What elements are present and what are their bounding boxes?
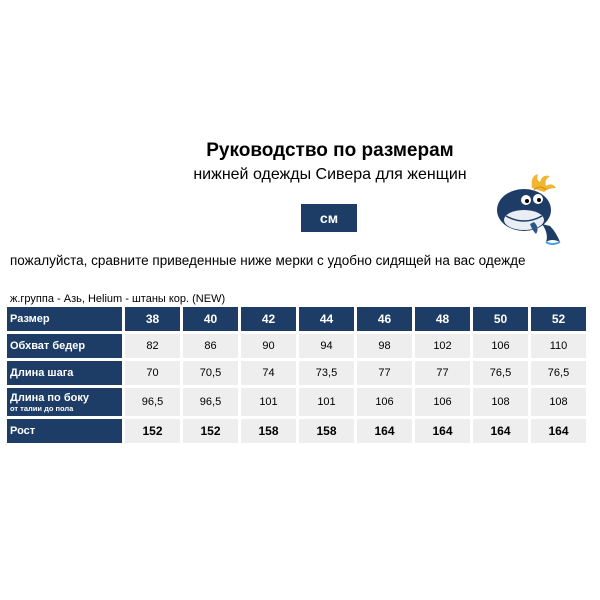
size-header-cell: 48 bbox=[415, 307, 470, 331]
table-cell: 76,5 bbox=[531, 361, 586, 385]
table-cell: 70,5 bbox=[183, 361, 238, 385]
table-cell: 70 bbox=[125, 361, 180, 385]
table-cell: 158 bbox=[241, 419, 296, 443]
size-table bbox=[4, 304, 589, 446]
table-cell: 106 bbox=[357, 388, 412, 416]
whale-mascot-icon bbox=[494, 172, 576, 248]
row-label bbox=[7, 419, 122, 443]
table-cell: 164 bbox=[473, 419, 528, 443]
table-row bbox=[7, 388, 586, 416]
size-header-cell: 50 bbox=[473, 307, 528, 331]
page-title: Руководство по размерам bbox=[206, 140, 454, 161]
table-cell: 108 bbox=[531, 388, 586, 416]
table-cell: 110 bbox=[531, 334, 586, 358]
table-row bbox=[7, 334, 586, 358]
table-cell: 86 bbox=[183, 334, 238, 358]
page-subtitle: нижней одежды Сивера для женщин bbox=[193, 166, 467, 183]
table-cell: 96,5 bbox=[125, 388, 180, 416]
row-label-text: Длина шага bbox=[10, 367, 74, 379]
product-caption: ж.группа - Азь, Helium - штаны кор. (NEW) bbox=[10, 293, 226, 305]
size-header-cell: 40 bbox=[183, 307, 238, 331]
unit-badge: см bbox=[301, 204, 357, 232]
table-cell: 77 bbox=[357, 361, 412, 385]
table-cell: 106 bbox=[415, 388, 470, 416]
table-cell: 164 bbox=[531, 419, 586, 443]
table-cell: 96,5 bbox=[183, 388, 238, 416]
table-cell: 76,5 bbox=[473, 361, 528, 385]
table-cell: 94 bbox=[299, 334, 354, 358]
table-cell: 152 bbox=[183, 419, 238, 443]
table-cell: 74 bbox=[241, 361, 296, 385]
table-cell: 152 bbox=[125, 419, 180, 443]
table-cell: 82 bbox=[125, 334, 180, 358]
size-header-cell: 42 bbox=[241, 307, 296, 331]
table-cell: 73,5 bbox=[299, 361, 354, 385]
row-label bbox=[7, 388, 122, 416]
table-row bbox=[7, 361, 586, 385]
row-label-text: Длина по боку bbox=[10, 392, 89, 404]
table-cell: 164 bbox=[357, 419, 412, 443]
row-label bbox=[7, 361, 122, 385]
table-cell: 102 bbox=[415, 334, 470, 358]
table-cell: 164 bbox=[415, 419, 470, 443]
size-header-label: Размер bbox=[7, 307, 122, 331]
size-header-cell: 38 bbox=[125, 307, 180, 331]
row-label-text: Обхват бедер bbox=[10, 340, 86, 352]
instruction-text: пожалуйста, сравните приведенные ниже мерки с удобно сидящей на вас одежде bbox=[10, 253, 526, 268]
table-cell: 90 bbox=[241, 334, 296, 358]
table-cell: 108 bbox=[473, 388, 528, 416]
table-row bbox=[7, 419, 586, 443]
size-header-cell: 52 bbox=[531, 307, 586, 331]
table-cell: 158 bbox=[299, 419, 354, 443]
table-cell: 101 bbox=[241, 388, 296, 416]
size-header-cell: 46 bbox=[357, 307, 412, 331]
row-sublabel-text: от талии до пола bbox=[10, 404, 74, 413]
row-label-text: Рост bbox=[10, 425, 36, 437]
table-header-row bbox=[7, 307, 586, 331]
table-cell: 106 bbox=[473, 334, 528, 358]
table-cell: 77 bbox=[415, 361, 470, 385]
table-cell: 101 bbox=[299, 388, 354, 416]
size-header-cell: 44 bbox=[299, 307, 354, 331]
row-label bbox=[7, 334, 122, 358]
table-cell: 98 bbox=[357, 334, 412, 358]
